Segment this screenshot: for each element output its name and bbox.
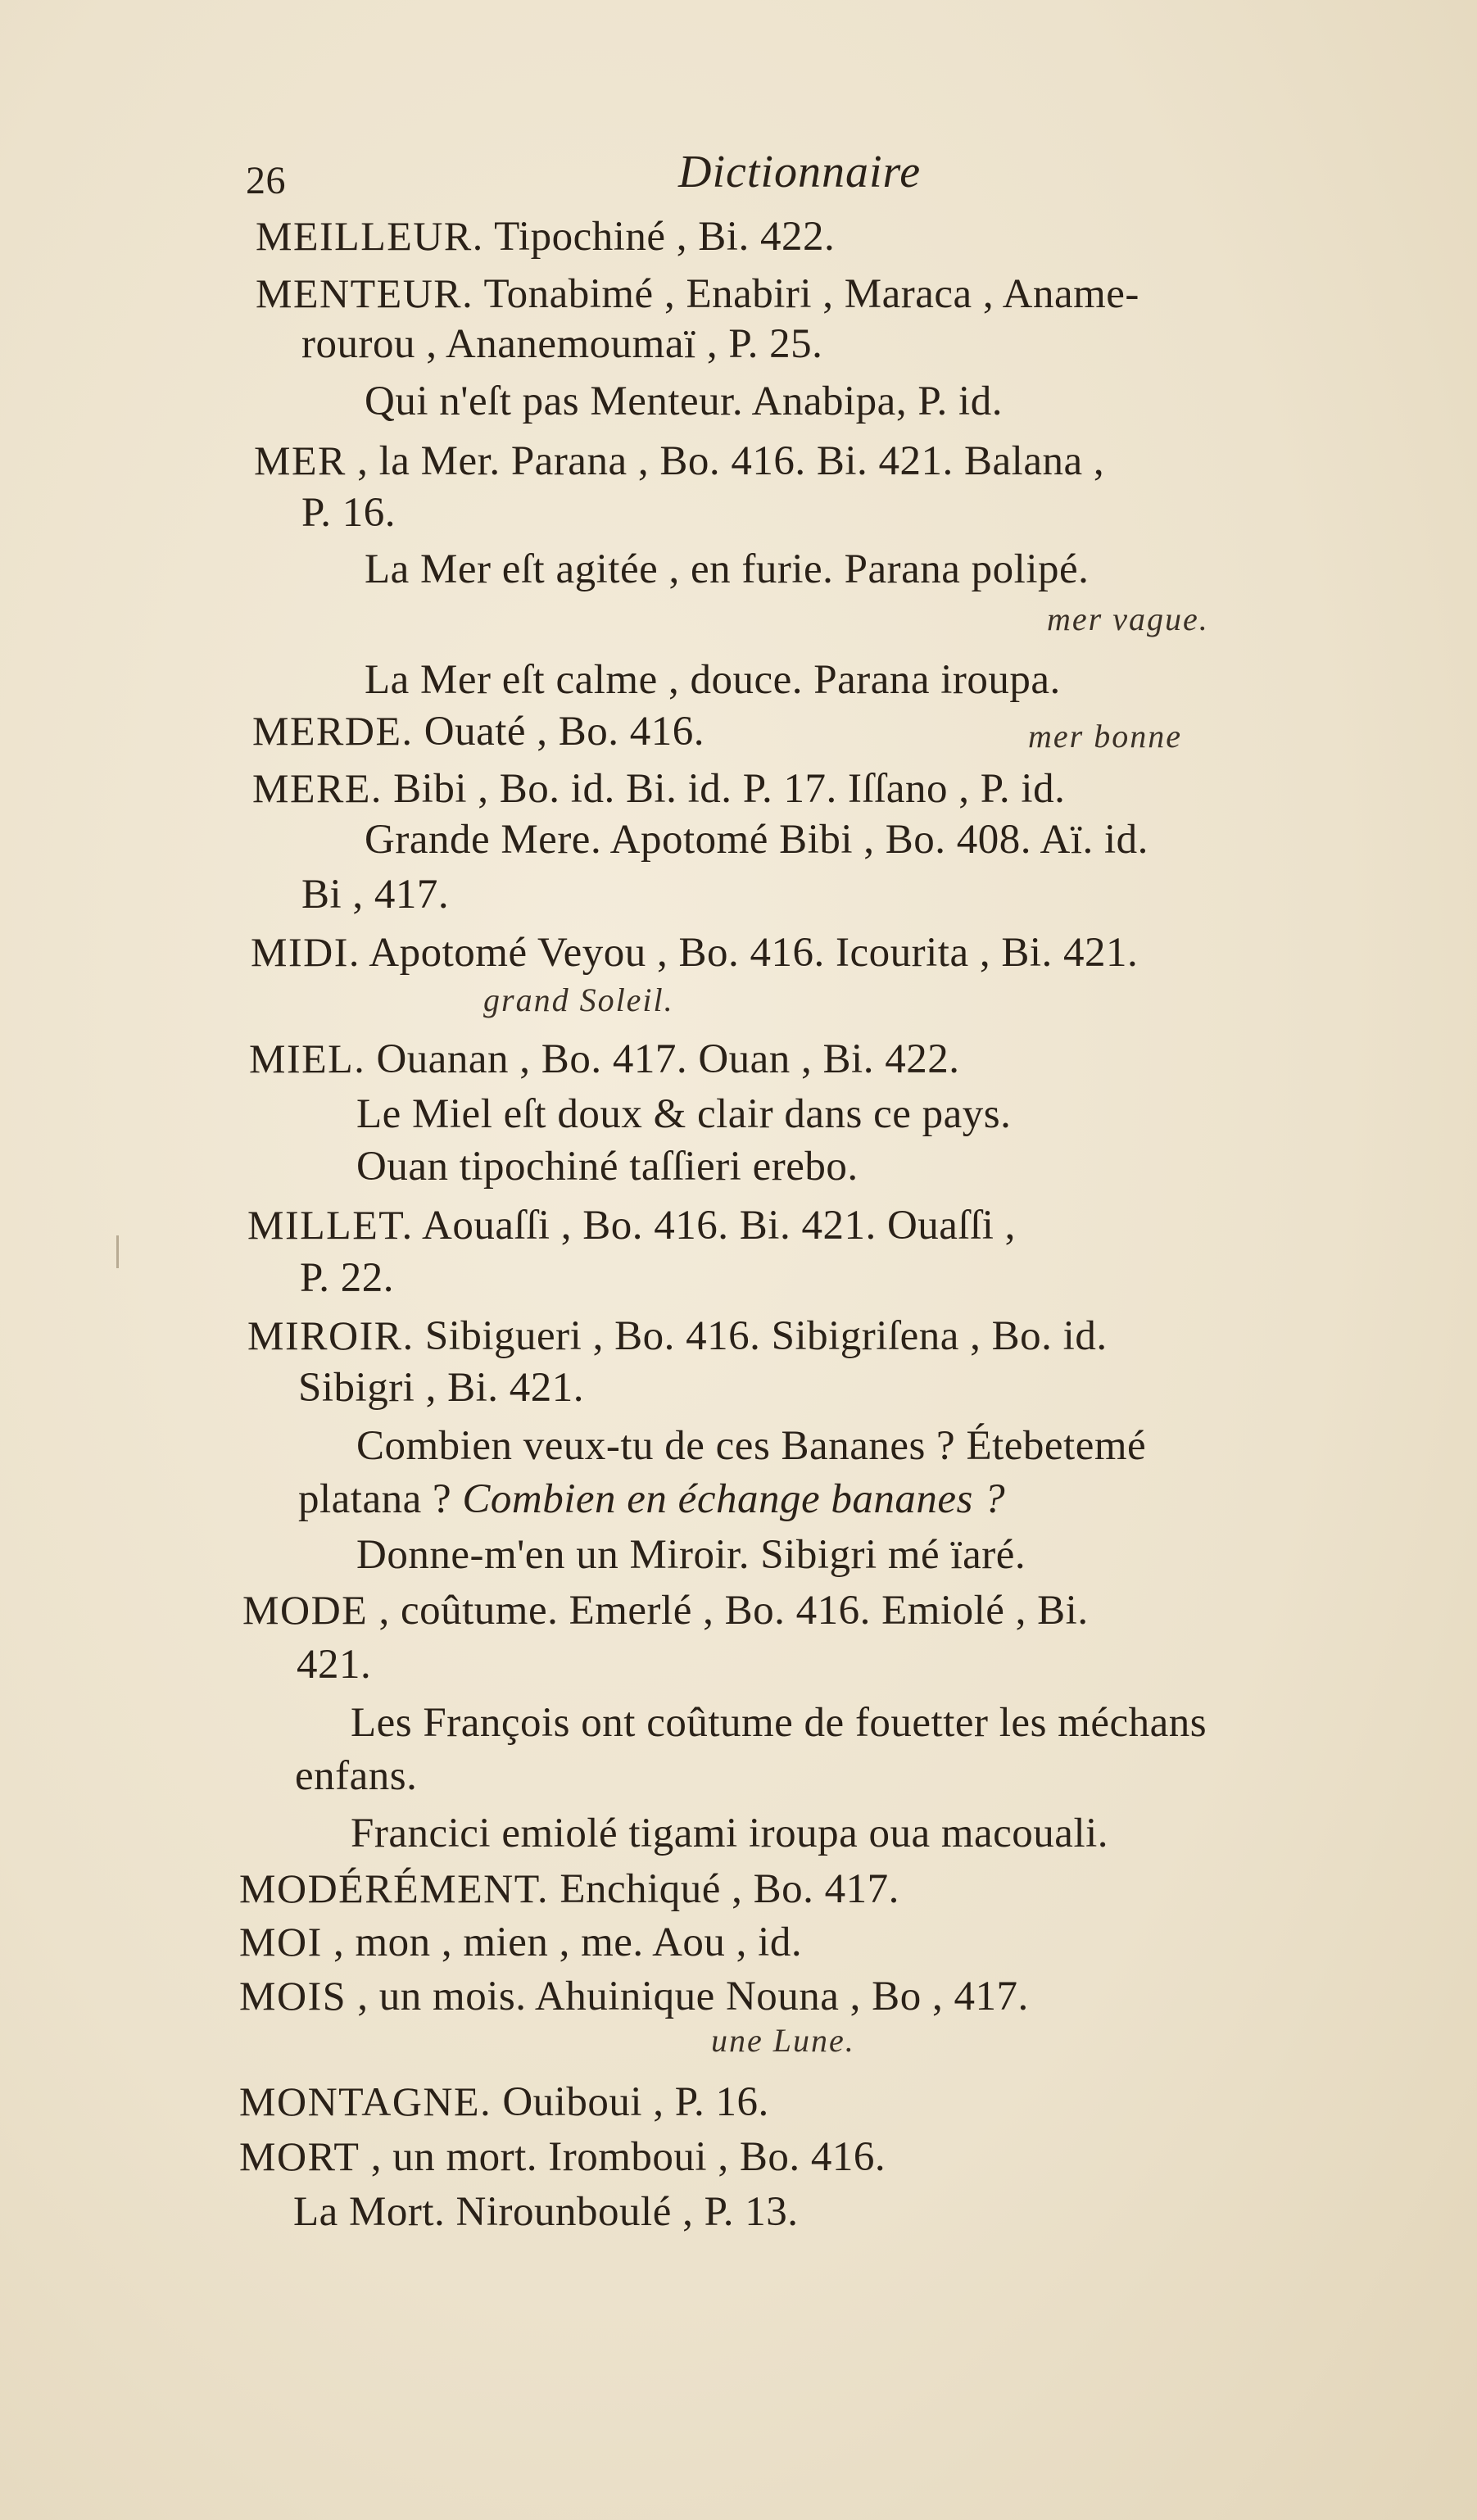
page-number: 26: [246, 159, 286, 202]
entry-menteur: [256, 269, 1139, 319]
entry-text: Sibigri , Bi. 421.: [298, 1365, 585, 1411]
entry-phrase: [356, 1142, 859, 1191]
page-header: [246, 156, 286, 206]
entry-millet: [247, 1200, 1016, 1250]
entry-text: , un mois. Ahuinique Nouna , Bo , 417.: [347, 1974, 1029, 2019]
entry-line: [300, 1253, 394, 1303]
entry-text: Ouanan , Bo. 417. Ouan , Bi. 422.: [365, 1036, 960, 1082]
phrase-text: La Mort. Nirounboulé , P. 13.: [293, 2189, 799, 2235]
entry-mere: [252, 764, 1065, 814]
headword: MIEL.: [249, 1036, 366, 1081]
headword: MIDI.: [251, 929, 360, 975]
running-title: Dictionnaire: [678, 147, 922, 197]
entry-text: P. 16.: [301, 490, 396, 536]
phrase-text: La Mer eſt calme , douce. Parana iroupa.: [365, 657, 1061, 703]
entry-phrase: [356, 1530, 1026, 1580]
entry-moi: [239, 1917, 802, 1967]
phrase-text: platana ?: [298, 1476, 452, 1522]
entry-phrase: [356, 1421, 1146, 1471]
entry-line: [301, 488, 396, 537]
phrase-text: Ouan tipochiné taſſieri erebo.: [356, 1144, 859, 1190]
entry-text: , mon , mien , me. Aou , id.: [322, 1919, 803, 1965]
entry-phrase: [298, 1475, 1005, 1524]
phrase-gloss: Combien en échange bananes ?: [451, 1476, 1006, 1522]
gloss: [711, 2022, 855, 2060]
entry-mer: [254, 436, 1104, 486]
entry-text: Enchiqué , Bo. 417.: [549, 1866, 899, 1912]
entry-text: Bi , 417.: [301, 872, 450, 918]
entry-moderement: [239, 1864, 899, 1914]
headword: MODE: [242, 1587, 369, 1633]
headword: MONTAGNE.: [239, 2078, 492, 2124]
gloss: [483, 981, 674, 1019]
entry-mois: [239, 1971, 1029, 2021]
entry-text: 421.: [297, 1642, 372, 1688]
entry-text: , la Mer. Parana , Bo. 416. Bi. 421. Balana ,: [346, 438, 1105, 484]
gloss-text: mer vague.: [1047, 601, 1209, 637]
entry-text: Bibi , Bo. id. Bi. id. P. 17. Iſſano , P. id.: [382, 766, 1066, 812]
phrase-text: Donne-m'en un Miroir. Sibigri mé ïaré.: [356, 1532, 1026, 1578]
headword: MENTEUR.: [256, 270, 474, 316]
entry-miel: [249, 1034, 959, 1084]
headword: MILLET.: [247, 1202, 414, 1248]
entry-text: , un mort. Iromboui , Bo. 416.: [360, 2134, 886, 2180]
entry-montagne: [239, 2077, 769, 2127]
phrase-text: Les François ont coûtume de fouetter les méchans: [351, 1700, 1207, 1746]
page-header-title: [678, 147, 921, 198]
entry-text: Aouaſſi , Bo. 416. Bi. 421. Ouaſſi ,: [413, 1203, 1016, 1249]
entry-phrase: [356, 1090, 1011, 1139]
gloss-text: mer bonne: [1028, 718, 1182, 755]
headword: MER: [254, 437, 347, 483]
headword: MERE.: [252, 765, 383, 811]
headword: MODÉRÉMENT.: [239, 1865, 550, 1911]
phrase-text: La Mer eſt agitée , en furie. Parana polipé.: [365, 546, 1090, 592]
entry-text: Ouaté , Bo. 416.: [413, 709, 705, 755]
phrase-text: Qui n'eſt pas Menteur. Anabipa, P. id.: [365, 378, 1003, 424]
entry-phrase: [365, 815, 1149, 864]
entry-line: [298, 1363, 584, 1412]
entry-text: enfans.: [295, 1753, 418, 1799]
entry-line: [301, 320, 822, 369]
entry-mode: [242, 1585, 1089, 1635]
gloss: [1028, 718, 1182, 755]
phrase-text: Grande Mere. Apotomé Bibi , Bo. 408. Aï. id.: [365, 817, 1149, 863]
entry-line: [301, 870, 449, 919]
phrase-text: Combien veux-tu de ces Bananes ? Étebetemé: [356, 1423, 1147, 1469]
headword: MOI: [239, 1919, 323, 1965]
entry-meilleur: [256, 211, 835, 261]
entry-phrase: [365, 545, 1089, 594]
entry-line: [295, 1752, 417, 1801]
entry-midi: [251, 927, 1138, 977]
entry-phrase: [351, 1698, 1207, 1747]
gloss-text: une Lune.: [711, 2022, 855, 2059]
entry-text: Sibigueri , Bo. 416. Sibigriſena , Bo. id.: [414, 1313, 1108, 1359]
phrase-text: Francici emiolé tigami iroupa oua macouali.: [351, 1811, 1109, 1856]
entry-merde: [252, 706, 705, 756]
gloss-text: grand Soleil.: [483, 981, 674, 1018]
entry-text: Apotomé Veyou , Bo. 416. Icourita , Bi. 421.: [360, 930, 1139, 976]
entry-phrase: [365, 655, 1061, 705]
headword: MOIS: [239, 1973, 347, 2019]
headword: MEILLEUR.: [256, 213, 484, 259]
entry-text: Ouiboui , P. 16.: [492, 2079, 769, 2125]
margin-mark: [116, 1235, 119, 1268]
entry-mort: [239, 2132, 886, 2182]
headword: MERDE.: [252, 708, 414, 754]
entry-line: [297, 1640, 371, 1689]
entry-text: P. 22.: [300, 1255, 394, 1301]
phrase-text: Le Miel eſt doux & clair dans ce pays.: [356, 1091, 1012, 1137]
entry-phrase: [365, 377, 1003, 426]
headword: MIROIR.: [247, 1312, 415, 1358]
headword: MORT: [239, 2133, 360, 2179]
entry-text: rourou , Ananemoumaï , P. 25.: [301, 321, 823, 367]
entry-phrase: [351, 1809, 1108, 1858]
entry-text: , coûtume. Emerlé , Bo. 416. Emiolé , Bi.: [368, 1588, 1089, 1634]
entry-phrase: [293, 2187, 799, 2237]
entry-miroir: [247, 1311, 1108, 1361]
entry-text: Tonabimé , Enabiri , Maraca , Aname-: [473, 271, 1139, 317]
entry-text: Tipochiné , Bi. 422.: [483, 214, 836, 260]
gloss: [1047, 601, 1209, 638]
